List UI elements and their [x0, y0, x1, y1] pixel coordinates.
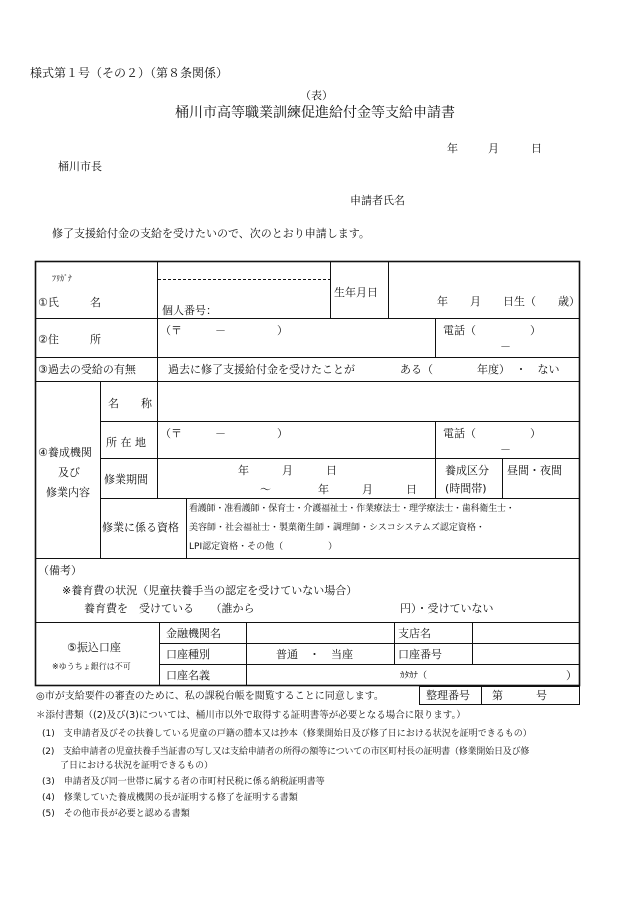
branch-label: 支店名 — [398, 627, 431, 640]
inst-phone-close: ） — [530, 427, 541, 440]
attachment-item-1: (1) 支申請者及びその扶養している児童の戸籍の謄本又は抄本（修業開始日及び修了日における状況を証明できるもの） — [42, 729, 532, 739]
period-tilde: ～ — [260, 483, 271, 496]
name-label-2: 名 — [90, 296, 101, 309]
katakana-close: ） — [566, 669, 577, 682]
remarks-label: （備考） — [38, 564, 82, 577]
bank-note: ※ゆうちょ銀行は不可 — [52, 662, 131, 671]
qualification-label: 修業に係る資格 — [102, 521, 179, 534]
bank-name-label: 金融機関名 — [166, 627, 221, 640]
qualification-line-3: LPI認定資格・その他（ ） — [189, 542, 338, 552]
date-year-label: 年 — [447, 142, 458, 155]
addressee: 桶川市長 — [58, 160, 102, 173]
training-type-label-1: 養成区分 — [445, 464, 489, 477]
period-from: 年 月 日 — [238, 464, 337, 477]
postal-dash: － — [215, 324, 226, 337]
attachment-item-4: (4) 修業していた養成機関の長が証明する修了を証明する書類 — [42, 793, 298, 803]
address-label-1: ②住 — [38, 333, 59, 346]
past-receipt-options: ある（ 年度） ・ ない — [400, 363, 560, 376]
inst-postal-dash: － — [215, 427, 226, 440]
postal-close: ） — [277, 324, 288, 337]
attachment-item-3: (3) 申請者及び同一世帯に属する者の市町村民税に係る納税証明書等 — [42, 777, 325, 787]
furigana-label: ﾌﾘｶﾞﾅ — [52, 274, 72, 283]
remarks-line-2b: 円）・受けていない — [400, 602, 494, 615]
account-type-options: 普通 ・ 当座 — [276, 648, 353, 661]
inst-postal-open: （〒 — [160, 427, 182, 440]
account-type-label: 口座種別 — [166, 648, 210, 661]
inst-phone-open: 電話（ — [443, 427, 476, 440]
past-receipt-label: ③過去の受給の有無 — [38, 363, 136, 376]
attachment-item-2b: 了日における状況を証明できるもの） — [60, 761, 214, 771]
phone-close: ） — [530, 324, 541, 337]
account-holder-label: 口座名義 — [166, 669, 210, 682]
account-number-label: 口座番号 — [398, 648, 442, 661]
remarks-line-1: ※養育費の状況（児童扶養手当の認定を受けていない場合） — [62, 584, 358, 597]
address-label-2: 所 — [90, 333, 101, 346]
form-style-number: 様式第１号（その２）（第８条関係） — [30, 66, 229, 80]
qualification-line-1: 看護師・准看護師・保育士・介護福祉士・作業療法士・理学療法士・歯科衛生士・ — [189, 504, 515, 514]
birth-date-value: 年 月 日生（ 歳） — [437, 295, 580, 308]
bank-account-label: ⑤振込口座 — [67, 641, 121, 654]
personal-number-label: 個人番号： — [162, 304, 217, 317]
birth-date-label: 生年月日 — [334, 286, 378, 299]
institution-label-2: 及び — [58, 466, 80, 479]
period-to: 年 月 日 — [318, 483, 417, 496]
attachment-item-2a: (2) 支給申請者の児童扶養手当証書の写し又は支給申請者の所得の額等についての市区町村長の証明書（修業開始日及び修 — [42, 747, 530, 757]
attachments-heading: ＊添付書類（(2)及び(3)については、桶川市以外で取得する証明書等が必要となる場合に限ります。） — [36, 710, 466, 721]
side-label: （表） — [300, 89, 333, 102]
institution-name-label: 名 称 — [108, 397, 152, 410]
reference-number-value: 第 号 — [492, 689, 547, 702]
reference-number-label: 整理番号 — [426, 689, 470, 702]
training-type-label-2: (時間帯) — [445, 482, 487, 495]
consent-text: ◎市が支給要件の審査のために、私の課税台帳を閲覧することに同意します。 — [36, 691, 384, 702]
institution-label-1: ④養成機関 — [38, 446, 92, 459]
katakana-label: ｶﾀｶﾅ（ — [400, 671, 428, 681]
phone-open: 電話（ — [443, 324, 476, 337]
training-type-options: 昼間・夜間 — [507, 464, 562, 477]
date-month-label: 月 — [488, 142, 499, 155]
inst-phone-dash: － — [500, 443, 511, 456]
intro-text: 修了支援給付金の支給を受けたいので、次のとおり申請します。 — [52, 227, 370, 240]
phone-dash: － — [500, 340, 511, 353]
applicant-name-label: 申請者氏名 — [350, 194, 405, 207]
page-title: 桶川市高等職業訓練促進給付金等支給申請書 — [175, 105, 455, 121]
remarks-line-2: 養育費を 受けている （誰から — [84, 602, 255, 615]
inst-postal-close: ） — [277, 427, 288, 440]
postal-open: （〒 — [160, 324, 182, 337]
attachment-item-5: (5) その他市長が必要と認める書類 — [42, 809, 190, 819]
institution-label-3: 修業内容 — [46, 486, 90, 499]
past-receipt-text: 過去に修了支援給付金を受けたことが — [168, 363, 355, 376]
institution-address-label: 所 在 地 — [106, 436, 146, 449]
date-day-label: 日 — [531, 142, 542, 155]
period-label: 修業期間 — [104, 473, 148, 486]
qualification-line-2: 美容師・社会福祉士・製菓衛生師・調理師・シスコシステムズ認定資格・ — [189, 523, 485, 533]
name-label-1: ①氏 — [38, 296, 59, 309]
